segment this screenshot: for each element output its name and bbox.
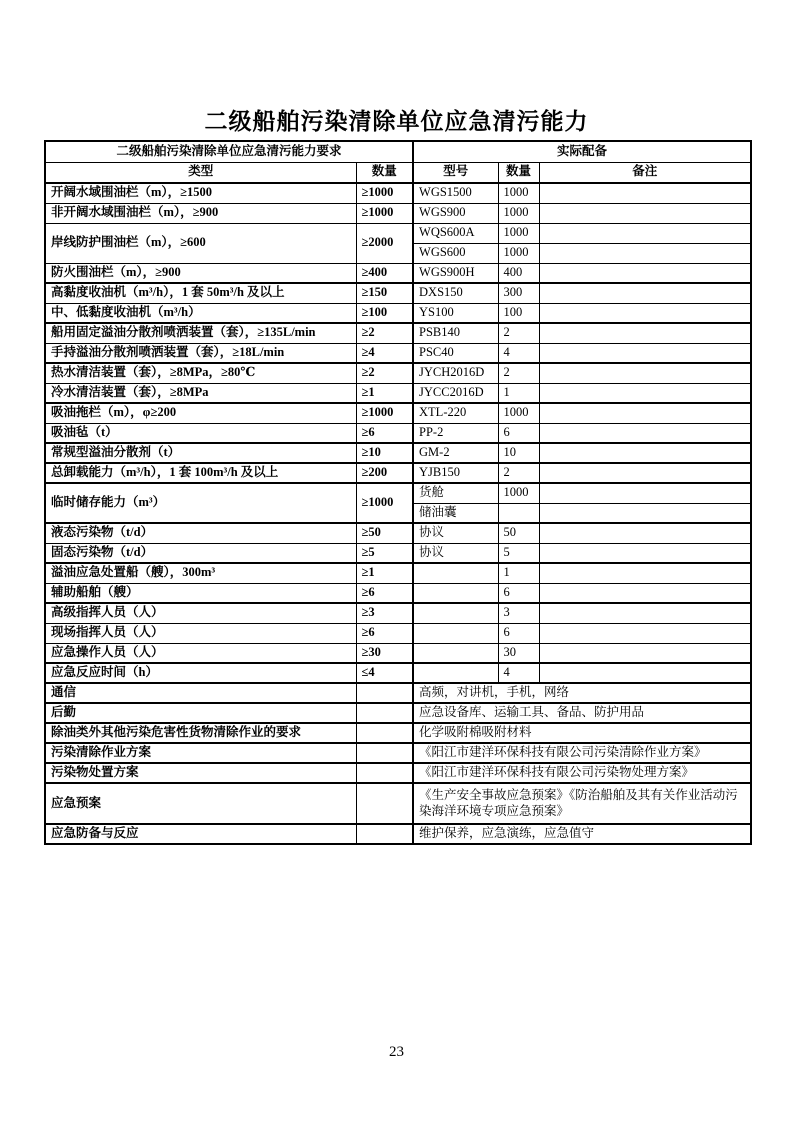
header-model: 型号	[413, 162, 498, 183]
merged-value-cell: 化学吸附棉吸附材料	[413, 723, 751, 743]
remark-cell	[539, 523, 751, 543]
actual-qty-cell: 3	[498, 603, 539, 623]
model-cell: WGS600	[413, 243, 498, 263]
table-row	[45, 743, 751, 763]
actual-qty-cell: 2	[498, 363, 539, 383]
type-cell: 防火围油栏（m），≥900	[45, 263, 356, 283]
required-qty-cell: ≥30	[356, 643, 413, 663]
actual-qty-cell: 400	[498, 263, 539, 283]
required-qty-cell: ≥4	[356, 343, 413, 363]
merged-value-cell: 维护保养，应急演练，应急值守	[413, 824, 751, 844]
required-qty-cell: ≥100	[356, 303, 413, 323]
actual-qty-cell: 10	[498, 443, 539, 463]
remark-cell	[539, 303, 751, 323]
actual-qty-cell: 1000	[498, 243, 539, 263]
remark-cell	[539, 483, 751, 503]
type-cell: 总卸载能力（m³/h），1 套 100m³/h 及以上	[45, 463, 356, 483]
required-qty-cell: ≥1	[356, 563, 413, 583]
type-cell: 辅助船舶（艘）	[45, 583, 356, 603]
table-header-row	[45, 162, 751, 183]
actual-qty-cell: 50	[498, 523, 539, 543]
type-cell: 吸油毡（t）	[45, 423, 356, 443]
actual-qty-cell: 2	[498, 323, 539, 343]
type-cell: 应急预案	[45, 783, 356, 824]
table-row	[45, 563, 751, 583]
type-cell: 吸油拖栏（m），φ≥200	[45, 403, 356, 423]
type-cell: 除油类外其他污染危害性货物清除作业的要求	[45, 723, 356, 743]
model-cell: PSC40	[413, 343, 498, 363]
model-cell: WQS600A	[413, 223, 498, 243]
type-cell: 冷水清洁装置（套），≥8MPa	[45, 383, 356, 403]
type-cell: 应急防备与反应	[45, 824, 356, 844]
type-cell: 热水清洁装置（套），≥8MPa，≥80℃	[45, 363, 356, 383]
capacity-table	[44, 140, 752, 845]
type-cell: 固态污染物（t/d）	[45, 543, 356, 563]
required-qty-cell: ≥400	[356, 263, 413, 283]
table-row	[45, 583, 751, 603]
model-cell	[413, 643, 498, 663]
actual-qty-cell: 1000	[498, 403, 539, 423]
table-row	[45, 763, 751, 783]
required-qty-cell: ≥1000	[356, 203, 413, 223]
actual-qty-cell: 6	[498, 583, 539, 603]
table-row	[45, 463, 751, 483]
header-requirement-group: 二级船舶污染清除单位应急清污能力要求	[45, 141, 413, 162]
model-cell: XTL-220	[413, 403, 498, 423]
model-cell: YJB150	[413, 463, 498, 483]
remark-cell	[539, 443, 751, 463]
remark-cell	[539, 343, 751, 363]
type-cell: 高黏度收油机（m³/h），1 套 50m³/h 及以上	[45, 283, 356, 303]
table-row	[45, 403, 751, 423]
model-cell: GM-2	[413, 443, 498, 463]
table-row	[45, 283, 751, 303]
table-row	[45, 383, 751, 403]
actual-qty-cell: 6	[498, 623, 539, 643]
model-cell	[413, 623, 498, 643]
required-qty-cell: ≥150	[356, 283, 413, 303]
model-cell	[413, 563, 498, 583]
table-row	[45, 343, 751, 363]
actual-qty-cell: 1000	[498, 183, 539, 203]
required-qty-cell	[356, 763, 413, 783]
merged-value-cell: 高频，对讲机，手机，网络	[413, 683, 751, 703]
type-cell: 岸线防护围油栏（m），≥600	[45, 223, 356, 263]
remark-cell	[539, 503, 751, 523]
remark-cell	[539, 603, 751, 623]
model-cell: WGS900H	[413, 263, 498, 283]
required-qty-cell	[356, 703, 413, 723]
table-row	[45, 723, 751, 743]
table-row	[45, 183, 751, 203]
merged-value-cell: 应急设备库、运输工具、备品、防护用品	[413, 703, 751, 723]
required-qty-cell: ≥5	[356, 543, 413, 563]
required-qty-cell: ≥2000	[356, 223, 413, 263]
required-qty-cell	[356, 683, 413, 703]
required-qty-cell: ≥1000	[356, 483, 413, 523]
type-cell: 高级指挥人员（人）	[45, 603, 356, 623]
actual-qty-cell: 1	[498, 563, 539, 583]
required-qty-cell: ≥6	[356, 583, 413, 603]
type-cell: 污染清除作业方案	[45, 743, 356, 763]
required-qty-cell: ≥2	[356, 363, 413, 383]
type-cell: 开阔水域围油栏（m），≥1500	[45, 183, 356, 203]
table-row	[45, 483, 751, 503]
type-cell: 非开阔水域围油栏（m），≥900	[45, 203, 356, 223]
merged-value-cell: 《生产安全事故应急预案》《防治船舶及其有关作业活动污染海洋环境专项应急预案》	[413, 783, 751, 824]
model-cell	[413, 603, 498, 623]
table-row	[45, 363, 751, 383]
header-actual-qty: 数量	[498, 162, 539, 183]
merged-value-cell: 《阳江市建洋环保科技有限公司污染清除作业方案》	[413, 743, 751, 763]
actual-qty-cell: 1000	[498, 483, 539, 503]
table-row	[45, 543, 751, 563]
type-cell: 临时储存能力（m³）	[45, 483, 356, 523]
table-row	[45, 623, 751, 643]
model-cell: WGS900	[413, 203, 498, 223]
type-cell: 船用固定溢油分散剂喷洒装置（套），≥135L/min	[45, 323, 356, 343]
type-cell: 手持溢油分散剂喷洒装置（套），≥18L/min	[45, 343, 356, 363]
actual-qty-cell	[498, 503, 539, 523]
required-qty-cell: ≥3	[356, 603, 413, 623]
remark-cell	[539, 423, 751, 443]
type-cell: 常规型溢油分散剂（t）	[45, 443, 356, 463]
model-cell: 协议	[413, 543, 498, 563]
actual-qty-cell: 30	[498, 643, 539, 663]
required-qty-cell: ≥1	[356, 383, 413, 403]
remark-cell	[539, 463, 751, 483]
type-cell: 溢油应急处置船（艘），300m³	[45, 563, 356, 583]
required-qty-cell: ≥10	[356, 443, 413, 463]
model-cell: WGS1500	[413, 183, 498, 203]
table-row	[45, 223, 751, 243]
actual-qty-cell: 100	[498, 303, 539, 323]
remark-cell	[539, 263, 751, 283]
remark-cell	[539, 383, 751, 403]
model-cell: YS100	[413, 303, 498, 323]
required-qty-cell	[356, 723, 413, 743]
page-title: 二级船舶污染清除单位应急清污能力	[204, 109, 589, 134]
remark-cell	[539, 583, 751, 603]
table-row	[45, 643, 751, 663]
actual-qty-cell: 300	[498, 283, 539, 303]
remark-cell	[539, 403, 751, 423]
actual-qty-cell: 6	[498, 423, 539, 443]
required-qty-cell: ≥50	[356, 523, 413, 543]
type-cell: 应急操作人员（人）	[45, 643, 356, 663]
header-actual-group: 实际配备	[413, 141, 751, 162]
table-row	[45, 303, 751, 323]
remark-cell	[539, 283, 751, 303]
header-required-qty: 数量	[356, 162, 413, 183]
model-cell: JYCH2016D	[413, 363, 498, 383]
actual-qty-cell: 4	[498, 663, 539, 683]
type-cell: 污染物处置方案	[45, 763, 356, 783]
model-cell: PSB140	[413, 323, 498, 343]
required-qty-cell: ≥200	[356, 463, 413, 483]
model-cell: DXS150	[413, 283, 498, 303]
required-qty-cell: ≥2	[356, 323, 413, 343]
merged-value-cell: 《阳江市建洋环保科技有限公司污染物处理方案》	[413, 763, 751, 783]
table-row	[45, 263, 751, 283]
header-type: 类型	[45, 162, 356, 183]
model-cell: 储油囊	[413, 503, 498, 523]
required-qty-cell	[356, 824, 413, 844]
table-header-group-row	[45, 141, 751, 162]
type-cell: 后勤	[45, 703, 356, 723]
remark-cell	[539, 543, 751, 563]
remark-cell	[539, 643, 751, 663]
model-cell	[413, 583, 498, 603]
required-qty-cell: ≥6	[356, 623, 413, 643]
table-row	[45, 423, 751, 443]
model-cell: PP-2	[413, 423, 498, 443]
actual-qty-cell: 4	[498, 343, 539, 363]
actual-qty-cell: 1000	[498, 203, 539, 223]
model-cell	[413, 663, 498, 683]
remark-cell	[539, 363, 751, 383]
required-qty-cell	[356, 783, 413, 824]
model-cell: JYCC2016D	[413, 383, 498, 403]
actual-qty-cell: 1000	[498, 223, 539, 243]
required-qty-cell: ≥6	[356, 423, 413, 443]
table-row	[45, 824, 751, 844]
table-row	[45, 783, 751, 824]
type-cell: 中、低黏度收油机（m³/h）	[45, 303, 356, 323]
type-cell: 应急反应时间（h）	[45, 663, 356, 683]
required-qty-cell	[356, 743, 413, 763]
required-qty-cell: ≥1000	[356, 403, 413, 423]
model-cell: 协议	[413, 523, 498, 543]
remark-cell	[539, 223, 751, 243]
table-row	[45, 603, 751, 623]
table-row	[45, 703, 751, 723]
required-qty-cell: ≤4	[356, 663, 413, 683]
table-row	[45, 203, 751, 223]
table-row	[45, 663, 751, 683]
required-qty-cell: ≥1000	[356, 183, 413, 203]
remark-cell	[539, 243, 751, 263]
remark-cell	[539, 563, 751, 583]
type-cell: 通信	[45, 683, 356, 703]
remark-cell	[539, 203, 751, 223]
model-cell: 货舱	[413, 483, 498, 503]
remark-cell	[539, 663, 751, 683]
table-row	[45, 523, 751, 543]
remark-cell	[539, 183, 751, 203]
remark-cell	[539, 323, 751, 343]
type-cell: 液态污染物（t/d）	[45, 523, 356, 543]
actual-qty-cell: 1	[498, 383, 539, 403]
type-cell: 现场指挥人员（人）	[45, 623, 356, 643]
table-row	[45, 443, 751, 463]
actual-qty-cell: 5	[498, 543, 539, 563]
table-row	[45, 683, 751, 703]
table-row	[45, 323, 751, 343]
actual-qty-cell: 2	[498, 463, 539, 483]
header-remark: 备注	[539, 162, 751, 183]
remark-cell	[539, 623, 751, 643]
page-number: 23	[389, 1044, 404, 1060]
